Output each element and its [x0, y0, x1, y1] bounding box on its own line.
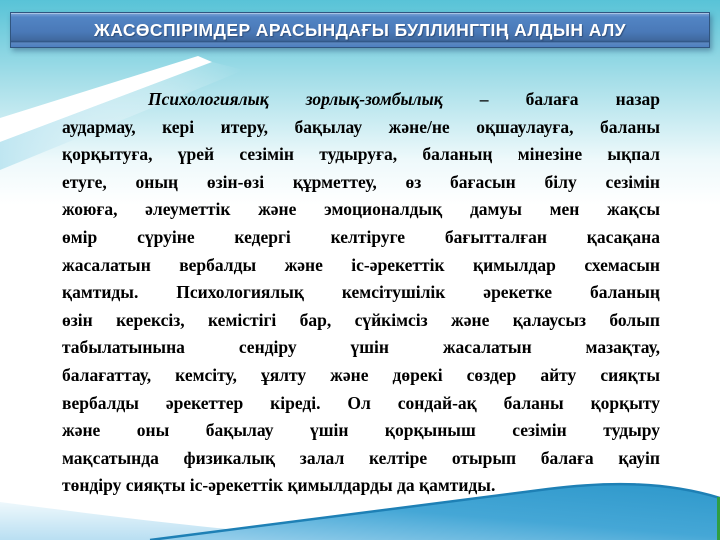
body-line: балағаттау, кемсіту, ұялту және дөрекі сөздер айту сияқты [62, 364, 660, 385]
body-line: төндіру сияқты іс-әрекеттік қимылдарды да қамтиды. [62, 475, 496, 496]
lead-italic-phrase: Психологиялық зорлық-зомбылық [148, 89, 443, 109]
body-line-text: – балаға назар [479, 89, 660, 109]
body-line: қамтиды. Психологиялық кемсітушілік әрекетке баланың [62, 282, 660, 303]
body-line: мақсатында физикалық залал келтіре отырып балаға қауіп [62, 447, 660, 468]
body-line: және оны бақылау үшін қорқыныш сезімін тудыру [62, 420, 660, 441]
body-line: табылатынына сендіру үшін жасалатын мазақтау, [62, 337, 660, 358]
body-line: өмір сүруіне кедергі келтіруге бағытталған қасақана [62, 226, 660, 247]
body-line: етуге, оның өзін-өзі құрметтеу, өз бағасын білу сезімін [62, 171, 660, 192]
body-line: жасалатын вербалды және іс-әрекеттік қимылдар схемасын [62, 254, 660, 275]
body-line: аудармау, кері итеру, бақылау және/не оқшаулауға, баланы [62, 116, 660, 137]
body-line: вербалды әрекеттер кіреді. Ол сондай-ақ баланы қорқыту [62, 392, 660, 413]
body-paragraph [62, 86, 660, 500]
title-banner [10, 12, 710, 48]
body-line: жоюға, әлеуметтік және эмоционалдық дамуы мен жақсы [62, 199, 660, 220]
body-line: қорқытуға, үрей сезімін тудыруға, баланың мінезіне ықпал [62, 144, 660, 165]
slide-title: ЖАСӨСПІРІМДЕР АРАСЫНДАҒЫ БУЛЛИНГТІҢ АЛДЫН АЛУ [94, 19, 626, 40]
body-line: өзін керексіз, кемістігі бар, сүйкімсіз және қалаусыз болып [62, 309, 660, 330]
body-line [62, 86, 660, 114]
